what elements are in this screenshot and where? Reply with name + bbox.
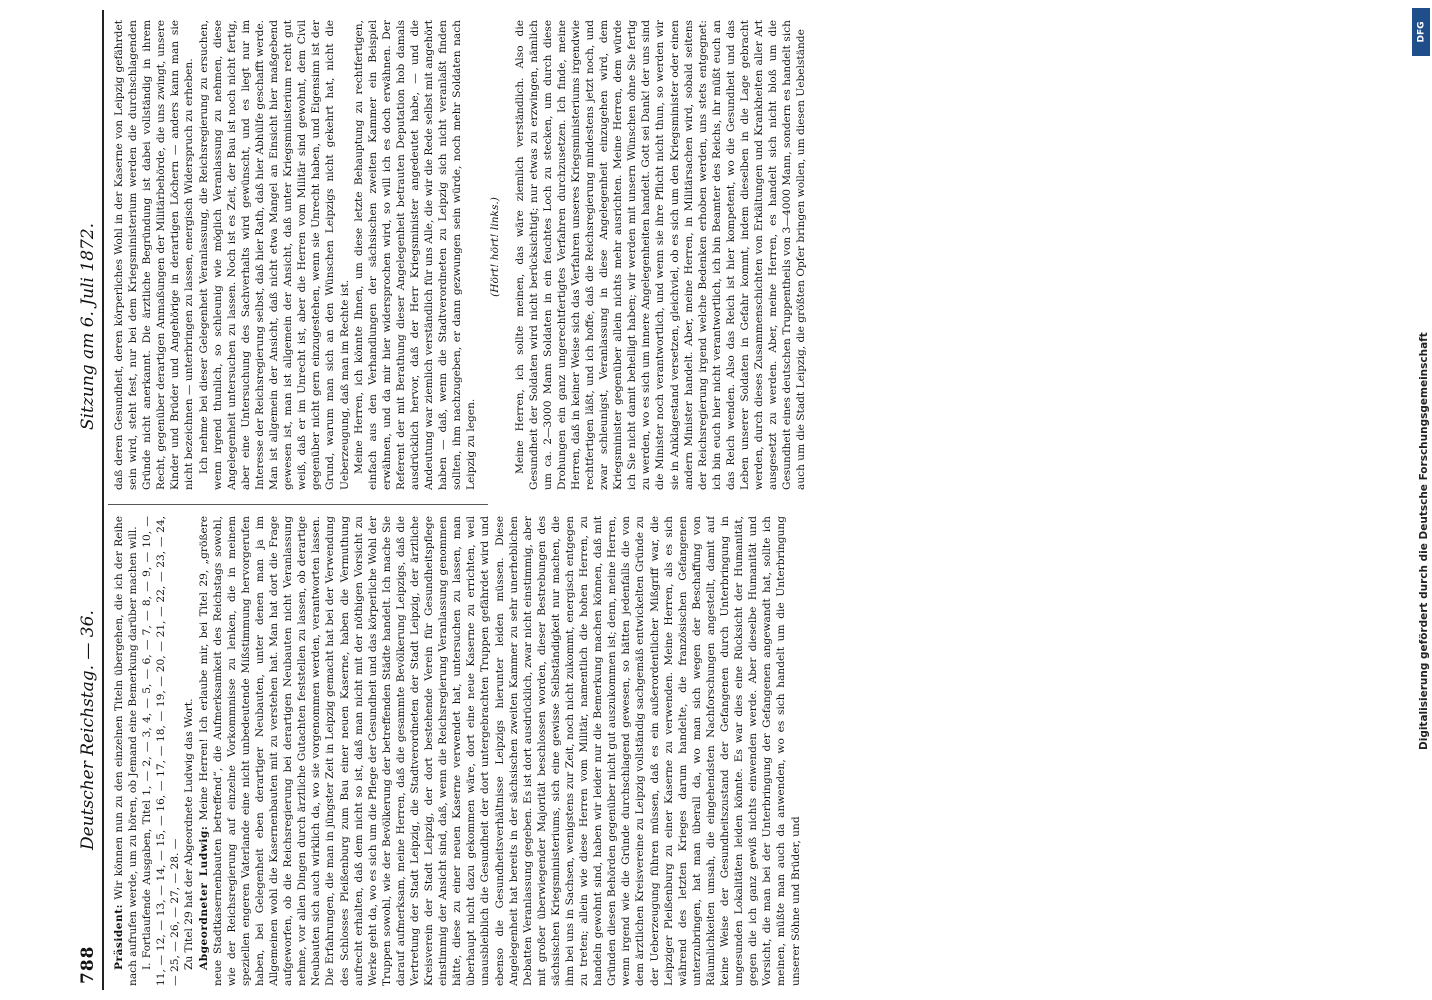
paragraph-text: Meine Herren! Ich erlaube mir, bei Titel 29, „größere neue Stadtkasernenbauten betreffend“, die Aufmerksamkeit des Reichstags sowohl, wie der Reichsregierung auf einzelne Vorkommnisse zu lenken, die in meinem speziellen engeren Vaterlande eine nicht unbedeutende Mißstimmung hervorgerufen haben, bei Gelegenheit eben derartiger Neubauten, unter denen man ja im Allgemeinen wohl die Kasernenbauten mit zu verstehen hat. Man hat dort die Frage aufgeworfen, ob die Reichsregierung bei derartigen Neubauten nicht Veranlassung nehme, vor allen Dingen durch ärztliche Gutachten feststellen zu lassen, ob derartige Neubauten sich auch wirklich da, wo sie vorgenommen werden, verantworten lassen. Die Erfahrungen, die man in jüngster Zeit in Leipzig gemacht hat bei der Verwendung des Schlosses Pleißenburg zum Bau einer neuen Kaserne, haben die Vermuthung aufrecht erhalten, daß dem nicht so ist, daß man nicht mit der nöthigen Vorsicht zu Werke geht da, wo es sich um die Pflege der Gesundheit und das körperliche Wohl der Truppen sowohl, wie der Bevölkerung der betreffenden Städte handelt. Ich mache Sie darauf aufmerksam, meine Herren, daß die gesammte Bevölkerung Leipzigs, daß die Vertretung der Stadt Leipzig, die Stadtverordneten der Stadt Leipzig, der ärztliche Kreisverein der Stadt Leipzig, der dort bestehende Verein für Gesundheitspflege einstimmig der Ansicht sind, daß, wenn die Reichsregierung Veranlassung genommen hätte, diese zu einer neuen Kaserne verwendet hat, untersuchen zu lassen, man überhaupt nicht dazu gekommen wäre, dort eine neue Kaserne zu errichten, weil unausbleiblich die Gesundheit der dort untergebrachten Truppen gefährdet wird und ebenso die Gesundheitsverhältnisse Leipzigs hierunter leiden müssen. Diese Angelegenheit hat bereits in der sächsischen zweiten Kammer zu sehr unerheblichen Debatten Veranlassung gegeben. Es ist dort ausdrücklich, zwar nicht einstimmig, aber mit großer überwiegender Majorität beschlossen worden, dieser Bestrebungen des sächsischen Kriegsministeriums, sich eine gewisse Selbständigkeit nur machen, die ihm bei uns in Sachsen, wenigstens zur Zeit, noch nicht zukommt, energisch entgegen zu treten; allein wie diese Herren vom Militär, namentlich die hohen Herren, zu handeln gewohnt sind, haben wir leider nur die Bemerkung machen können, daß mit Gründen diesen Behörden gegenüber nicht gut auszukommen ist; denn, meine Herren, wenn irgend wie die Gründe durchschlagend gewesen, so hätten jedenfalls die von dem ärztlichen Kreisvereine zu Leipzig vollständig sachgemäß entwickelten Gründe zu der Ueberzeugung führen müssen, daß es ein außerordentlicher Mißgriff war, die Leipziger Pleißenburg zu einer Kaserne zu verwenden. Meine Herren, als es sich während des letzten Krieges darum handelte, die französischen Gefangenen unterzubringen, hat man überall da, wo man sich wegen der Beschaffung von Räumlichkeiten umsah, die eingehendsten Nachforschungen angestellt, damit auf keine Weise der Gesundheitszustand der Gefangenen durch Unterbringung in ungesunden Lokalitäten leiden könnte. Es war dies eine Rücksicht der Humanität, gegen die ich ganz gewiß nichts einwenden werde. Aber dieselbe Humanität und Vorsicht, die man bei der Unterbringung der Gefangenen angewandt hat, sollte ich meinen, müßte man auch da anwenden, wo es sich handelt um die Unterbringung unserer Söhne und Brüder, und [197,516,802,986]
paragraph [197,20,352,490]
column-divider [108,504,488,505]
paragraph-text: I. Fortlaufende Ausgaben, Titel 1, — 2, — 3, 4, — 5, — 6, — 7, — 8, — 9, — 10, — 11, — 12, — 13, — 14, — 15, — 16, — 17, — 18, — 19, — 20, — 21, — 22, — 23, — 24, — 25, — 26, — 27, — 28. — [141,516,182,986]
paragraph [352,20,479,490]
interjection [488,20,502,490]
right-text-column [112,20,1382,490]
paragraph [513,20,809,490]
speaker-name: Präsident: [113,903,125,970]
paragraph-text: Meine Herren, ich sollte meinen, das wäre ziemlich verständlich. Also die Gesundheit der Soldaten wird nicht berücksichtigt; nur etwas zu erzwingen, nämlich um ca. 2—3000 Mann Soldaten in ein feuchtes Loch zu stecken, um durch diese Drohungen ein ganz ungerechtfertigtes Verfahren durchzusetzen. Ich finde, meine Herren, daß in keiner Weise sich das Verfahren unseres Kriegsministeriums irgendwie rechtfertigen läßt, und ich hoffe, daß die Reichsregierung mindestens jetzt noch, und zwar schleunigst, Veranlassung in diese Angelegenheit einzugehen wird, dem Kriegsminister gegenüber allein nichts mehr ausrichten. Meine Herren, dem würde ich Sie nicht damit behelligt haben; wir werden mit unsern Wünschen ohne Sie fertig zu werden, wo es sich um innere Angelegenheiten handelt. Gott sei Dank! der uns sind die Minister noch verantwortlich, und wenn sie ihre Pflicht nicht thun, so werden wir sie in Anklagestand versetzen, gleichviel, ob es sich um den Kriegsminister oder einen andern Minister handelt. Aber, meine Herren, in Militärsachen wird, sobald seitens der Reichsregierung irgend welche Bedenken erhoben werden, uns stets entgegnet: ich bin euch hier nicht verantwortlich, ich bin Beamter des Reichs, ihr müßt euch an das Reich wenden. Also das Reich ist hier kompetent, wo die Gesundheit und das Leben unserer Soldaten in Gefahr kommt, indem dieselben in die Lage gebracht werden, durch dieses Zusammenschichten von Erkältungen und Krankheiten aller Art ausgesetzt zu werden. Aber, meine Herren, es handelt sich nicht bloß um die Gesundheit eines deutschen Truppentheils von 3—4000 Mann, sondern es handelt sich auch um die Stadt Leipzig, die größten Opfer bringen wollen, um diesen Uebelstände [513,20,808,490]
paragraph [140,516,182,986]
paragraph-text: Wir können nun zu den einzelnen Titeln übergehen, die ich der Reihe nach aufrufen werde, um zu hören, ob Jemand eine Bemerkung darüber machen will. [113,516,140,986]
paragraph [112,20,197,490]
paragraph [182,516,196,986]
attribution-text: Digitalisierung gefördert durch die Deutsche Forschungsgemeinschaft [1418,332,1430,750]
paragraph-text: Ich nehme bei dieser Gelegenheit Veranlassung, die Reichsregierung zu ersuchen, wenn irgend thunlich, so schleunig wie möglich Veranlassung zu nehmen, diese Angelegenheit untersuchen zu lassen. Noch ist es Zeit, der Bau ist noch nicht fertig, aber eine Untersuchung des Sachverhalts wird gewünscht, und es liegt nur im Interesse der Reichsregierung selbst, daß hier Rath, daß hier Abhülfe geschafft werde. Man ist allgemein der Ansicht, daß nicht etwa Mangel an Einsicht hier maßgebend gewesen ist, man ist allgemein der Ansicht, daß unter Kriegsministerium recht gut weiß, daß er im Unrecht ist, aber die Herren vom Militär sind gewohnt, dem Civil gegenüber nicht gern einzugestehen, wenn sie Unrecht haben, und Eigensinn ist der Grund, warum man sich an den Wünschen Leipzigs nicht gekehrt hat, nicht die Ueberzeugung, daß man im Rechte ist. [197,20,351,490]
paragraph-text: (Hört! hört! links.) [489,197,502,297]
page-header [72,10,104,990]
paragraph [197,516,803,986]
page-number: 788 [78,945,98,984]
left-text-column [112,516,1382,986]
paragraph-text: daß deren Gesundheit, deren körperliches Wohl in der Kaserne von Leipzig gefährdet sein wird, steht fest, nur bei dem Kriegsministerium werden die durchschlagenden Gründe nicht anerkannt. Die ärztliche Begründung ist dabei vollständig in ihrem Recht, gegenüber derartigen Anmaßungen der Militärbehörde, die uns zwingt, unsere Kinder und Brüder und Angehörige in derartigen Löchern — anders kann man sie nicht bezeichnen — unterbringen zu lassen, energisch Widerspruch zu erheben. [113,20,196,490]
dfg-logo [1412,8,1430,56]
header-publication: Deutscher Reichstag. — 36. [78,610,98,850]
paragraph-text: Meine Herren, ich könnte Ihnen, um diese letzte Behauptung zu rechtfertigen, einfach aus den Verhandlungen der sächsischen zweiten Kammer ein Beispiel erwähnen, und da mir hier widersprochen wird, so will ich es doch erwähnen. Der Referent der mit Berathung dieser Angelegenheit betrauten Deputation hob damals ausdrücklich hervor, daß der Herr Kriegsminister angedeutet habe, — und die Andeutung war ziemlich verständlich für uns Alle, die wir die Rede selbst mit angehört haben — daß, wenn die Stadtverordneten zu Leipzig sich nicht veranlaßt finden sollten, ihm nachzugeben, er dann gezwungen sein würde, noch mehr Soldaten nach Leipzig zu legen. [352,20,478,490]
header-session-date: Sitzung am 6. Juli 1872. [78,222,98,430]
paragraph [112,516,140,986]
attribution-strip [1410,0,1432,1000]
speaker-name: Abgeordneter Ludwig: [197,825,210,970]
dfg-logo-label: DFG [1416,21,1427,43]
paragraph-text: Zu Titel 29 hat der Abgeordnete Ludwig das Wort. [183,698,196,970]
